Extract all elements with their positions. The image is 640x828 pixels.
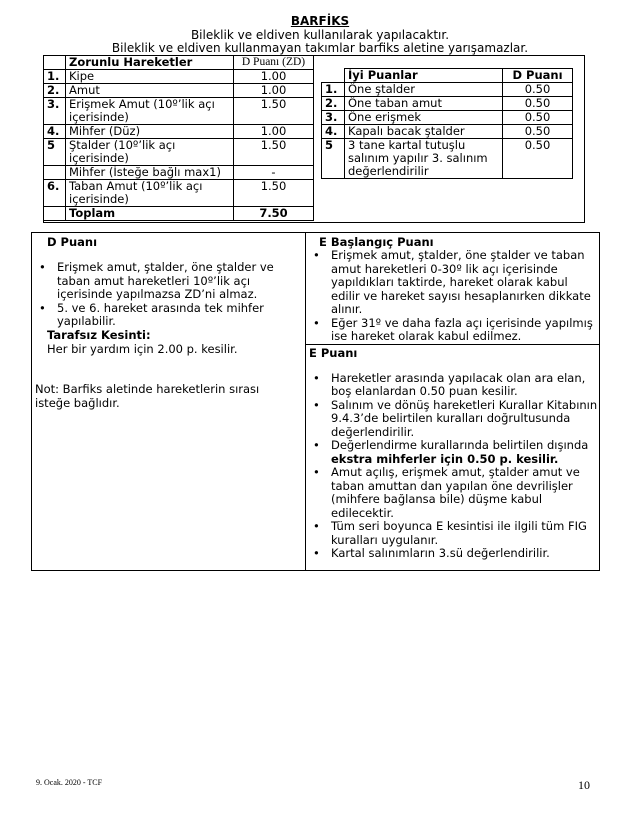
move-name: Taban Amut (10º’lik açı içerisinde)	[66, 180, 234, 207]
row-number: 3.	[322, 111, 345, 125]
move-value: 0.50	[503, 97, 573, 111]
move-value: 1.00	[234, 70, 314, 84]
column-header-bonus: İyi Puanlar	[345, 69, 503, 83]
e-score-list	[309, 372, 598, 561]
move-name: Öne taban amut	[345, 97, 503, 111]
list-item: • Salınım ve dönüş hareketleri Kurallar Kitabının 9.4.3’de belirtilen kuralları doğrultusunda değerlendirilir.	[309, 399, 598, 440]
neutral-deduction-heading: Tarafsız Kesinti:	[47, 327, 151, 342]
row-number: 2.	[322, 97, 345, 111]
row-number	[44, 166, 66, 180]
total-value: 7.50	[234, 207, 314, 221]
move-value: 0.50	[503, 111, 573, 125]
move-value: -	[234, 166, 314, 180]
table-row	[322, 83, 573, 97]
move-value: 0.50	[503, 125, 573, 139]
column-header-d-score: D Puanı (ZD)	[234, 56, 314, 70]
order-note: Not: Barfiks aletinde hareketlerin sırası isteğe bağlıdır.	[35, 382, 260, 410]
list-item	[309, 439, 598, 466]
left-rules-column	[35, 236, 300, 410]
column-header-d-score: D Puanı	[503, 69, 573, 83]
table-row	[322, 125, 573, 139]
table-row	[322, 97, 573, 111]
row-number: 6.	[44, 180, 66, 207]
bonus-moves-table	[321, 68, 573, 179]
list-item: • Amut açılış, erişmek amut, ştalder amut ve taban amuttan dan yapılan öne devrilişler (mihfere bağlansa bile) düşme kabul edilecektir.	[309, 466, 598, 520]
list-item: • 5. ve 6. hareket arasında tek mihfer yapılabilir.	[35, 302, 300, 329]
table-total-row	[44, 207, 314, 221]
total-label: Toplam	[66, 207, 234, 221]
d-score-list	[35, 261, 300, 329]
table-row	[44, 98, 314, 125]
page-number: 10	[578, 778, 590, 792]
e-start-heading: E Başlangıç Puanı	[319, 235, 434, 249]
move-name: Kipe	[66, 70, 234, 84]
e-start-list	[309, 249, 598, 344]
column-header-moves: Zorunlu Hareketler	[66, 56, 234, 70]
list-item: • Tüm seri boyunca E kesintisi ile ilgili tüm FIG kuralları uygulanır.	[309, 520, 598, 547]
table-row	[44, 139, 314, 166]
move-name: Kapalı bacak ştalder	[345, 125, 503, 139]
list-item: • Kartal salınımların 3.sü değerlendirilir.	[309, 547, 598, 561]
move-value: 1.00	[234, 125, 314, 139]
move-name: Öne ştalder	[345, 83, 503, 97]
list-item: • Erişmek amut, ştalder, öne ştalder ve taban amut hareketleri 0-30º lik açı içerisinde yapıldıkları taktirde, hareket olarak kabul edilir ve hareket sayısı hesaplanırken dikkate alınır.	[309, 249, 598, 317]
move-value: 1.50	[234, 139, 314, 166]
list-item: • Hareketler arasında yapılacak olan ara elan, boş elanlardan 0.50 puan kesilir.	[309, 372, 598, 399]
move-name: Mihfer (Düz)	[66, 125, 234, 139]
table-row	[322, 139, 573, 179]
page-title: BARFİKS	[290, 14, 350, 28]
row-number: 5	[322, 139, 345, 179]
row-number: 5	[44, 139, 66, 166]
table-row	[44, 166, 314, 180]
move-name: Erişmek Amut (10º’lik açı içerisinde)	[66, 98, 234, 125]
table-row	[44, 125, 314, 139]
table-row	[322, 111, 573, 125]
column-divider	[305, 232, 306, 571]
row-number: 3.	[44, 98, 66, 125]
move-name: Ştalder (10º’lik açı içerisinde)	[66, 139, 234, 166]
move-name: Öne erişmek	[345, 111, 503, 125]
move-name: Mihfer (İsteğe bağlı max1)	[66, 166, 234, 180]
mandatory-moves-table	[43, 55, 314, 221]
list-item-bold-text: ekstra mihferler için 0.50 p. kesilir.	[331, 451, 559, 466]
table-row	[44, 180, 314, 207]
right-rules-column	[309, 236, 598, 561]
row-number: 2.	[44, 84, 66, 98]
table-row	[44, 84, 314, 98]
move-name: 3 tane kartal tutuşlu salınım yapılır 3. salınım değerlendirilir	[345, 139, 503, 179]
move-value: 0.50	[503, 83, 573, 97]
intro-line-2: Bileklik ve eldiven kullanmayan takımlar barfiks aletine yarışamazlar.	[111, 41, 529, 55]
table-header-row	[322, 69, 573, 83]
d-score-heading: D Puanı	[47, 235, 98, 249]
footer-date: 9. Ocak. 2020 - TCF	[36, 778, 103, 787]
row-number: 1.	[44, 70, 66, 84]
e-score-heading: E Puanı	[309, 345, 358, 360]
move-value: 1.50	[234, 98, 314, 125]
move-name: Amut	[66, 84, 234, 98]
row-number: 1.	[322, 83, 345, 97]
list-item: • Erişmek amut, ştalder, öne ştalder ve taban amut hareketleri 10º’lik açı içerisinde yapılmazsa ZD’ni almaz.	[35, 261, 300, 302]
row-number: 4.	[322, 125, 345, 139]
row-number: 4.	[44, 125, 66, 139]
intro-line-1: Bileklik ve eldiven kullanılarak yapılacaktır.	[190, 28, 450, 42]
table-header-row	[44, 56, 314, 70]
list-item: • Eğer 31º ve daha fazla açı içerisinde yapılmış ise hareket olarak kabul edilmez.	[309, 317, 598, 344]
move-value: 1.00	[234, 84, 314, 98]
list-item-text: Değerlendirme kurallarında belirtilen dışında	[331, 438, 589, 452]
neutral-deduction-text: Her bir yardım için 2.00 p. kesilir.	[47, 342, 238, 356]
table-row	[44, 70, 314, 84]
move-value: 0.50	[503, 139, 573, 179]
move-value: 1.50	[234, 180, 314, 207]
